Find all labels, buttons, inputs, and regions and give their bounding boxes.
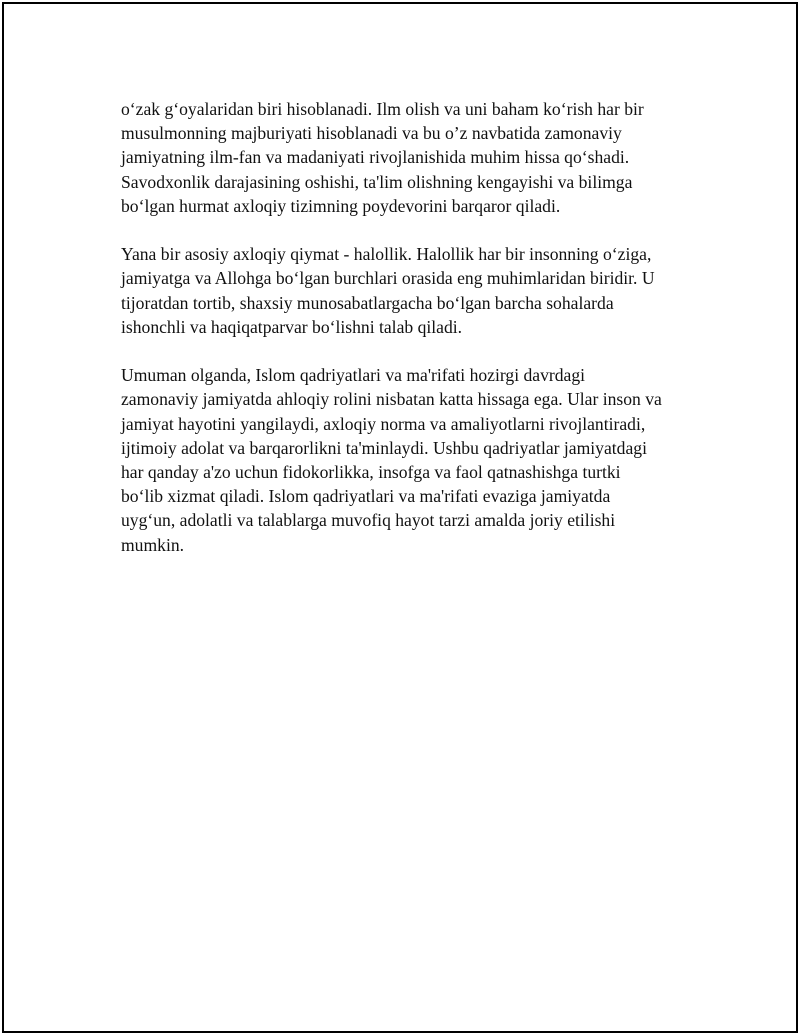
- text-line: zamonaviy jamiyatda ahloqiy rolini nisbatan katta hissaga ega. Ular inson va: [121, 389, 662, 410]
- text-line: jamiyatga va Allohga bo‘lgan burchlari orasida eng muhimlaridan biridir. U: [121, 268, 655, 289]
- paragraph-2: [121, 242, 701, 339]
- paragraph-3: [121, 363, 701, 557]
- text-line: Savodxonlik darajasining oshishi, ta'lim olishning kengayishi va bilimga: [121, 171, 633, 192]
- text-line: Umuman olganda, Islom qadriyatlari va ma'rifati hozirgi davrdagi: [121, 365, 586, 386]
- text-line: musulmonning majburiyati hisoblanadi va bu o’z navbatida zamonaviy: [121, 123, 622, 144]
- text-line: mumkin.: [121, 534, 185, 555]
- text-line: jamiyat hayotini yangilaydi, axloqiy norma va amaliyotlarni rivojlantiradi,: [121, 413, 646, 434]
- text-line: Yana bir asosiy axloqiy qiymat - halollik. Halollik har bir insonning o‘ziga,: [121, 244, 652, 265]
- text-line: bo‘lgan hurmat axloqiy tizimning poydevorini barqaror qiladi.: [121, 195, 561, 216]
- text-line: bo‘lib xizmat qiladi. Islom qadriyatlari va ma'rifati evaziga jamiyatda: [121, 486, 611, 507]
- document-body: [121, 97, 701, 581]
- text-line: ijtimoiy adolat va barqarorlikni ta'minlaydi. Ushbu qadriyatlar jamiyatdagi: [121, 437, 647, 458]
- paragraph-1: [121, 97, 701, 218]
- text-line: har qanday a'zo uchun fidokorlikka, insofga va faol qatnashishga turtki: [121, 462, 621, 483]
- text-line: ishonchli va haqiqatparvar bo‘lishni talab qiladi.: [121, 316, 463, 337]
- text-line: uyg‘un, adolatli va talablarga muvofiq hayot tarzi amalda joriy etilishi: [121, 510, 616, 531]
- text-line: jamiyatning ilm-fan va madaniyati rivojlanishida muhim hissa qo‘shadi.: [121, 147, 630, 168]
- text-line: o‘zak g‘oyalaridan biri hisoblanadi. Ilm olish va uni baham ko‘rish har bir: [121, 99, 644, 119]
- document-page: [2, 2, 798, 1033]
- text-line: tijoratdan tortib, shaxsiy munosabatlargacha bo‘lgan barcha sohalarda: [121, 292, 614, 313]
